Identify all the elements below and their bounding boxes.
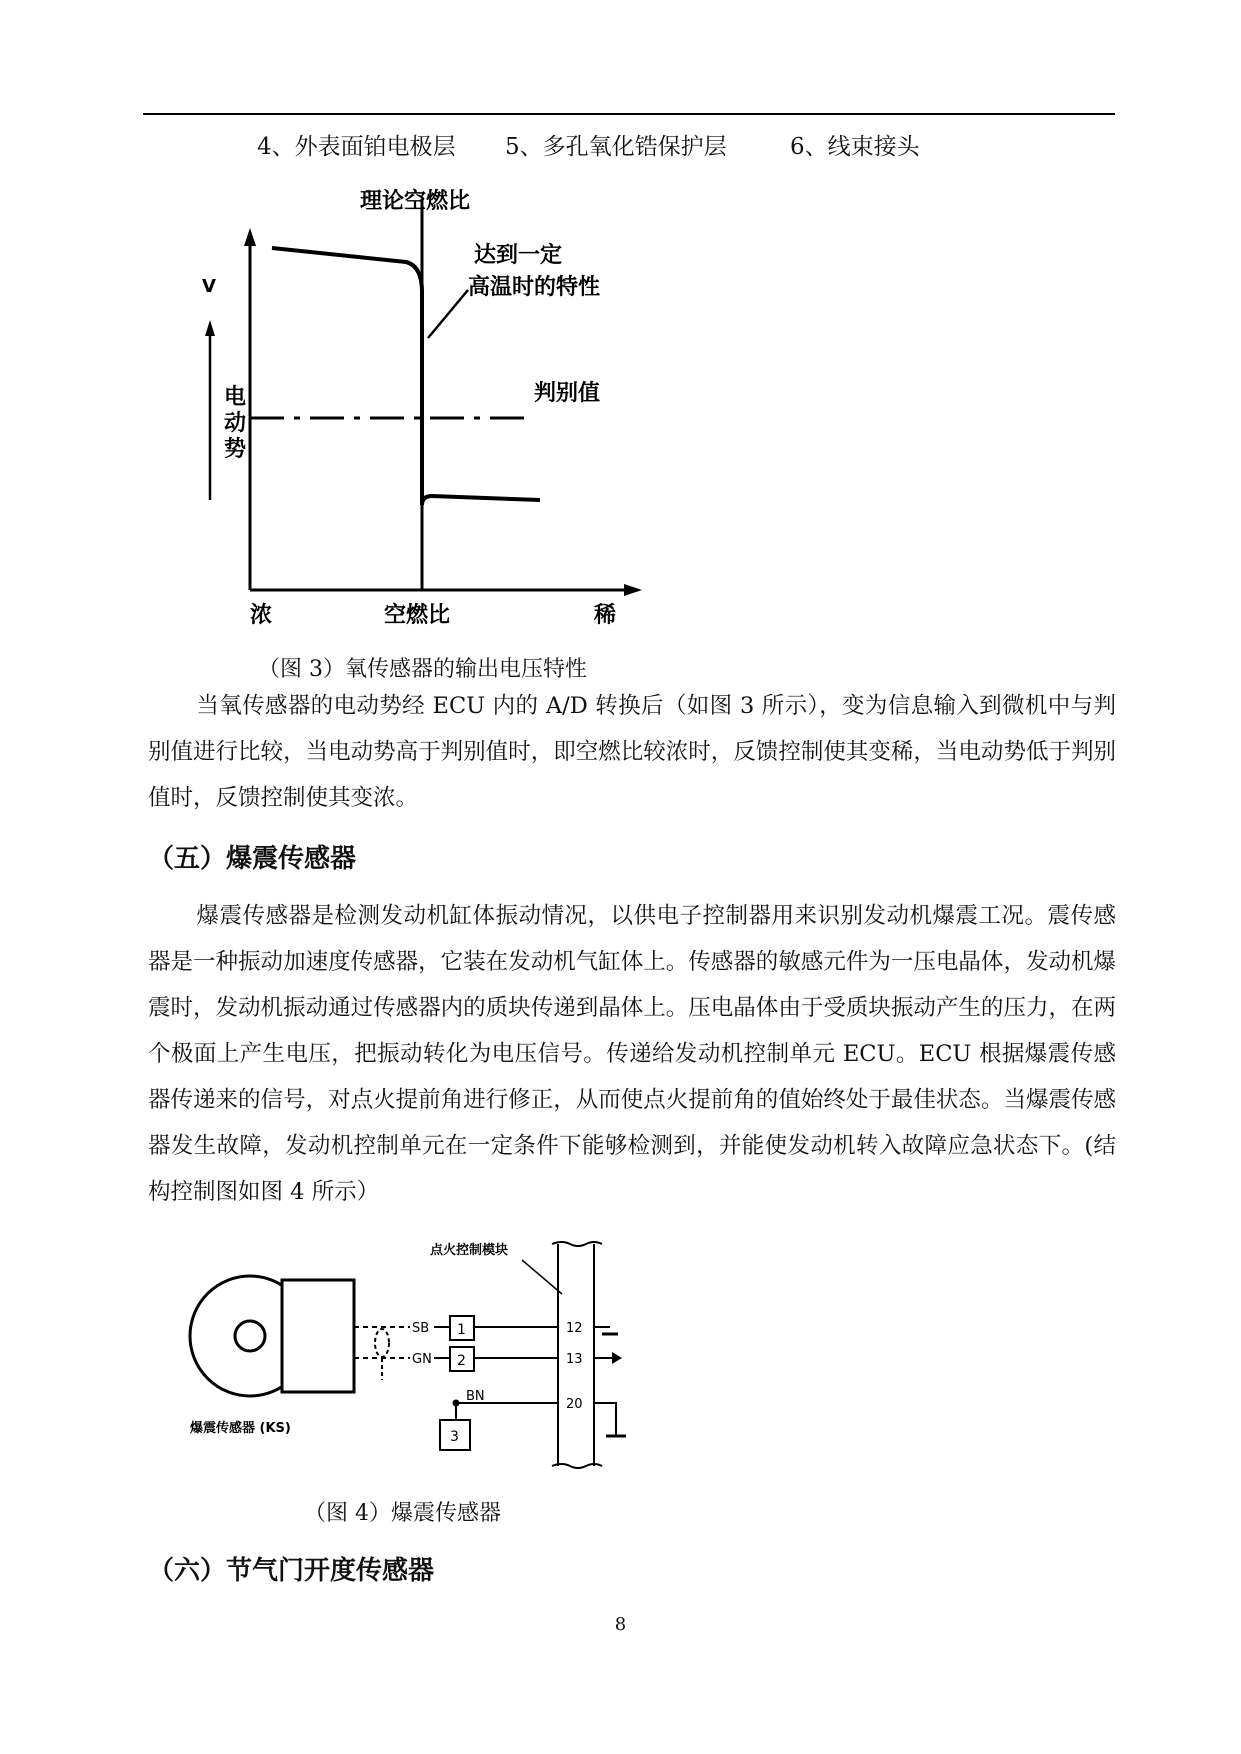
paragraph-knock-sensor xyxy=(148,893,1116,1215)
page-number: 8 xyxy=(614,1614,627,1635)
pin-20-label: 20 xyxy=(566,1397,583,1412)
paragraph-knock-sensor-text: 爆震传感器是检测发动机缸体振动情况，以供电子控制器用来识别发动机爆震工况。震传感器是一种振动加速度传感器，它装在发动机气缸体上。传感器的敏感元件为一压电晶体，发动机爆震时，发动机振动通过传感器内的质块传递到晶体上。压电晶体由于受质块振动产生的压力，在两个极面上产生电压，把振动转化为电压信号。传递给发动机控制单元 ECU。ECU 根据爆震传感器传递来的信号，对点火提前角进行修正，从而使点火提前角的值始终处于最佳状态。当爆震传感器发生故障，发动机控制单元在一定条件下能够检测到，并能使发动机转入故障应急状态下。(结构控制图如图 4 所示） xyxy=(148,903,1116,1205)
wire-label-gn: GN xyxy=(412,1352,432,1367)
voltage-arrow-icon xyxy=(205,320,215,336)
paragraph-oxygen-sensor-text: 当氧传感器的电动势经 ECU 内的 A/D 转换后（如图 3 所示），变为信息输入到微机中与判别值进行比较，当电动势高于判别值时，即空燃比较浓时，反馈控制使其变稀，当电动势低于判别值时，反馈控制使其变浓。 xyxy=(148,693,1116,811)
annotation-line-1: 达到一定 xyxy=(474,243,563,268)
figure-4-caption: （图 4）爆震传感器 xyxy=(304,1501,501,1526)
y-axis-label-char-3: 势 xyxy=(224,437,247,462)
header-rule xyxy=(143,113,1115,115)
control-module-label: 点火控制模块 xyxy=(430,1243,509,1258)
connector-1-label: 1 xyxy=(457,1322,466,1338)
wire-label-bn: BN xyxy=(466,1389,485,1404)
y-axis-label-char-2: 动 xyxy=(224,411,247,436)
annotation-pointer xyxy=(428,290,468,338)
oxygen-sensor-voltage-diagram xyxy=(202,189,660,630)
oxygen-sensor-voltage-figure xyxy=(202,189,660,630)
legend-item-5: 5、多孔氧化锆保护层 xyxy=(505,134,727,160)
pin-20-lead xyxy=(594,1403,616,1436)
knock-sensor-figure xyxy=(190,1240,670,1480)
sensor-housing xyxy=(282,1280,354,1392)
pin-13-label: 13 xyxy=(566,1352,583,1367)
threshold-label: 判别值 xyxy=(534,381,601,406)
knock-sensor-wiring-diagram xyxy=(190,1240,670,1480)
section-knock-sensor-heading: （五）爆震传感器 xyxy=(148,844,357,874)
y-axis-unit: V xyxy=(202,276,216,297)
shield-ring xyxy=(375,1329,389,1357)
sensor-label: 爆震传感器 (KS) xyxy=(190,1421,291,1436)
connector-3-label: 3 xyxy=(450,1429,459,1445)
paragraph-oxygen-sensor xyxy=(148,683,1116,821)
sensor-bolt-hole xyxy=(235,1321,265,1351)
x-axis-label-rich: 浓 xyxy=(250,603,273,628)
stoichiometric-label: 理论空燃比 xyxy=(360,189,471,214)
signal-arrow-icon xyxy=(612,1352,622,1364)
x-axis-label-lean: 稀 xyxy=(594,603,617,628)
y-axis-arrow-icon xyxy=(244,228,256,246)
annotation-line-2: 高温时的特性 xyxy=(468,275,601,300)
connector-2-label: 2 xyxy=(457,1353,466,1369)
pin-12-label: 12 xyxy=(566,1321,583,1336)
figure-3-caption: （图 3）氧传感器的输出电压特性 xyxy=(258,657,587,682)
y-axis-label-char-1: 电 xyxy=(224,385,247,410)
legend-item-4: 4、外表面铂电极层 xyxy=(257,134,456,160)
x-axis-arrow-icon xyxy=(624,584,642,596)
wire-label-sb: SB xyxy=(412,1321,430,1336)
section-throttle-sensor-heading: （六）节气门开度传感器 xyxy=(148,1556,435,1586)
legend-item-6: 6、线束接头 xyxy=(790,134,920,160)
module-label-leader xyxy=(522,1260,562,1294)
x-axis-label-air-fuel: 空燃比 xyxy=(384,603,451,628)
